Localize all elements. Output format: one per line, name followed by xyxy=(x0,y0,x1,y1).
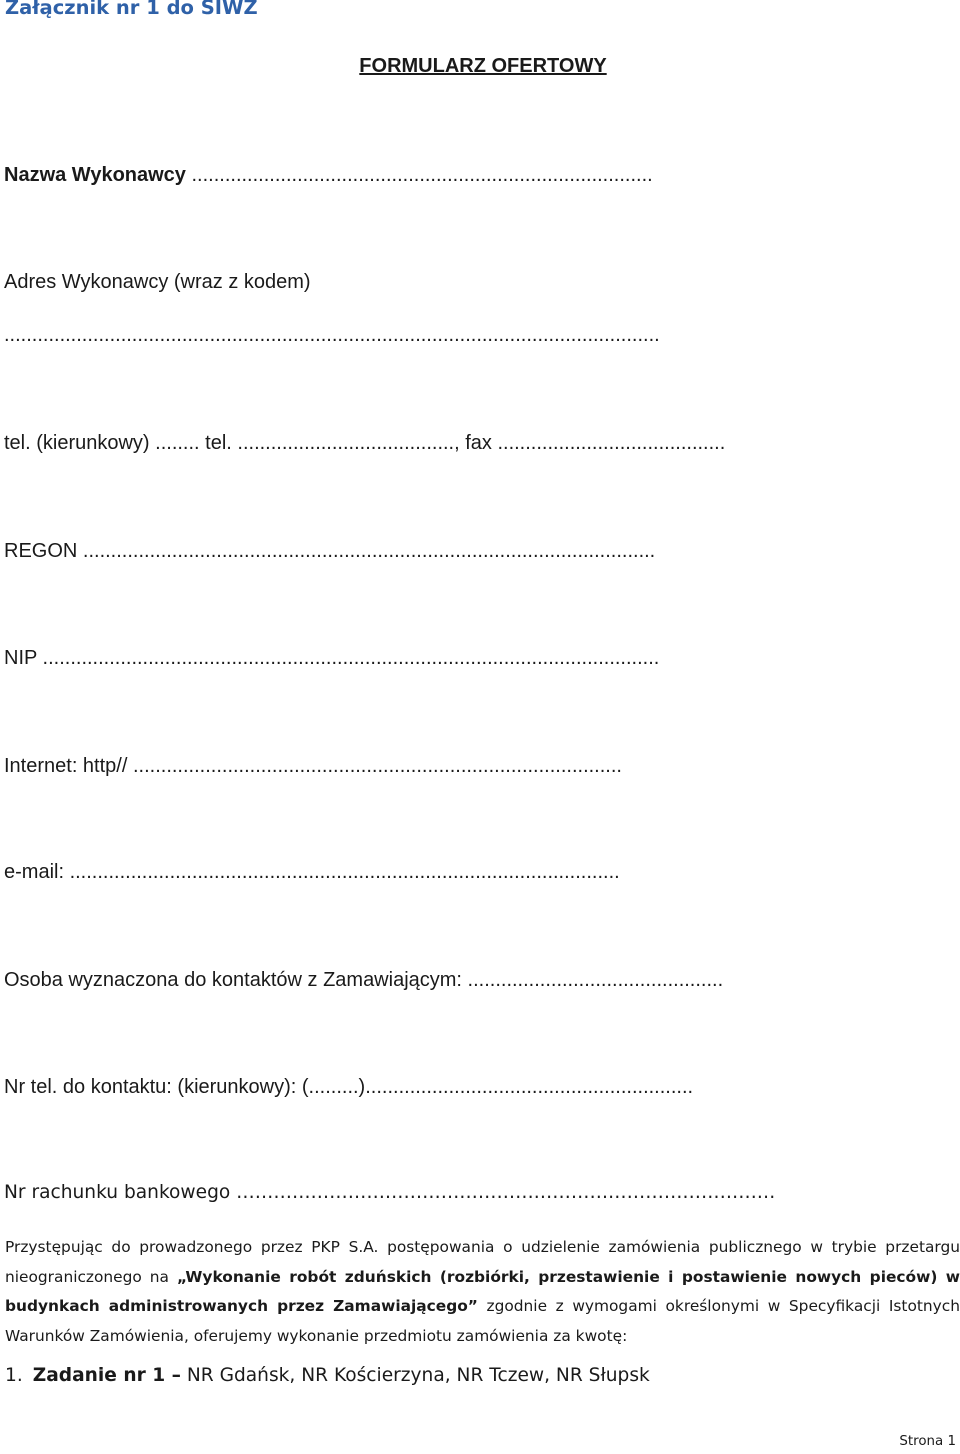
address-line-field xyxy=(4,325,660,345)
task-1-line xyxy=(5,1365,650,1386)
task-locations: NR Gdańsk, NR Kościerzyna, NR Tczew, NR Słupsk xyxy=(180,1365,650,1386)
phone-fax-label: tel. (kierunkowy) ........ tel. ......................................., fax ......................................... xyxy=(4,432,726,454)
bank-account-label: Nr rachunku bankowego xyxy=(4,1182,231,1203)
contractor-name-label: Nazwa Wykonawcy xyxy=(4,164,186,186)
contractor-address-label: Adres Wykonawcy (wraz z kodem) xyxy=(4,271,311,293)
bank-account-field xyxy=(4,1184,775,1203)
regon-label: REGON xyxy=(4,540,78,562)
nip-dots: ............................................................................................................... xyxy=(36,647,660,669)
offer-statement-intro: Przystępując do prowadzonego przez PKP S.A. postępowania o udzielenie zamówienia publicznego w trybie przetargu nieograniczonego na xyxy=(5,1238,960,1286)
regon-field xyxy=(4,541,655,561)
bank-account-dots: …………………………………………………………………………… xyxy=(230,1182,776,1203)
contact-person-field xyxy=(4,970,723,990)
contact-person-label: Osoba wyznaczona do kontaktów z Zamawiającym: xyxy=(4,969,462,991)
regon-dots: ....................................................................................................... xyxy=(77,540,656,562)
offer-statement-conclusion: zgodnie z wymogami określonymi w Specyfikacji Istotnych Warunków Zamówienia, oferujemy wykonanie przedmiotu zamówienia za kwotę: xyxy=(5,1297,960,1345)
offer-statement-subject: „Wykonanie robót zduńskich (rozbiórki, przestawienie i postawienie nowych pieców) w budynkach administrowanych przez Zamawiającego” xyxy=(5,1267,960,1315)
phone-fax-field xyxy=(4,433,725,453)
email-field xyxy=(4,862,620,882)
contact-phone-dots: ........................................................... xyxy=(365,1076,694,1098)
contact-phone-field xyxy=(4,1077,693,1097)
contractor-name-field xyxy=(4,165,653,185)
contact-person-dots: .............................................. xyxy=(461,969,724,991)
task-number: 1. xyxy=(5,1365,23,1386)
nip-field xyxy=(4,648,659,668)
contact-phone-label: Nr tel. do kontaktu: (kierunkowy): (.........) xyxy=(4,1076,366,1098)
internet-label: Internet: http// xyxy=(4,755,128,777)
contractor-address-field xyxy=(4,272,311,292)
internet-field xyxy=(4,756,622,776)
internet-dots: ........................................................................................ xyxy=(127,755,622,777)
address-line-dots: ...................................................................................................................... xyxy=(4,324,660,346)
form-title: FORMULARZ OFERTOWY xyxy=(359,55,607,77)
email-label: e-mail: xyxy=(4,861,65,883)
attachment-header: Załącznik nr 1 do SIWZ xyxy=(5,0,258,19)
nip-label: NIP xyxy=(4,647,37,669)
email-dots: ................................................................................................... xyxy=(64,861,620,883)
task-title: Zadanie nr 1 – xyxy=(32,1365,181,1386)
offer-statement-paragraph xyxy=(5,1233,960,1351)
contractor-name-dots: ................................................................................... xyxy=(185,164,653,186)
page-number: Strona 1 xyxy=(899,1434,956,1449)
